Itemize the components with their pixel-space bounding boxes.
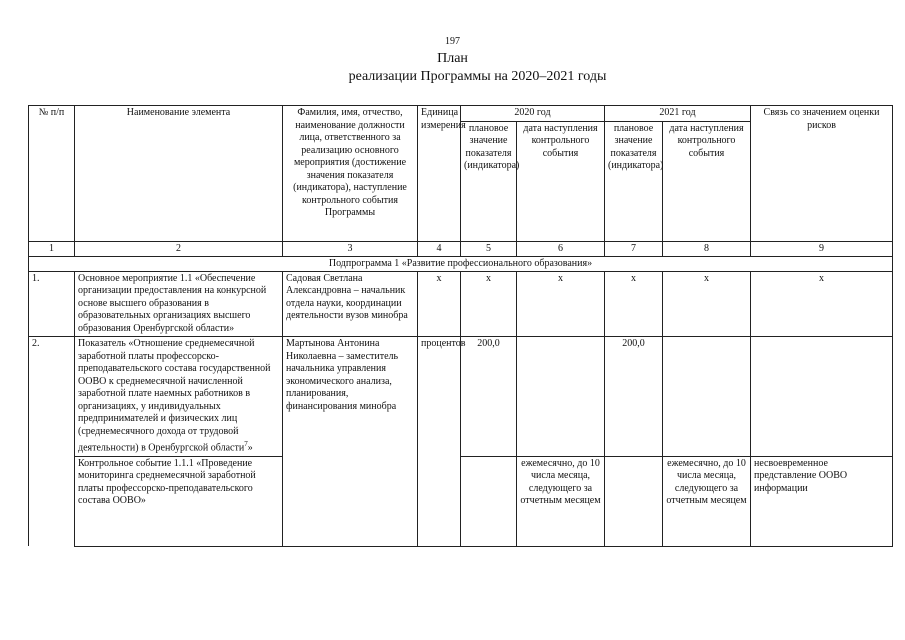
row-name — [75, 337, 283, 457]
footnote-ref: 7 — [244, 440, 248, 448]
row-planned-2020 — [461, 456, 517, 546]
header-responsible: Фамилия, имя, отчество, наименование должности лица, ответственного за реализацию основного мероприятия (достижение значения показателя (индикатора), наступление контрольного события Программы — [283, 106, 418, 242]
header-risk: Связь со значением оценки рисков — [751, 106, 893, 242]
row-event-date-2020: ежемесячно, до 10 числа месяца, следующего за отчетным месяцем — [517, 456, 605, 546]
page-number: 197 — [445, 36, 460, 47]
column-number: 9 — [751, 241, 893, 256]
row-num: 1. — [29, 271, 75, 337]
row-planned-2020: х — [461, 271, 517, 337]
row-planned-2020: 200,0 — [461, 337, 517, 457]
subprogram-title: Подпрограмма 1 «Развитие профессионального образования» — [29, 256, 893, 271]
column-number: 8 — [663, 241, 751, 256]
page-subtitle: реализации Программы на 2020–2021 годы — [348, 69, 607, 84]
header-name: Наименование элемента — [75, 106, 283, 242]
row-unit: процентов — [418, 337, 461, 547]
row-name: Основное мероприятие 1.1 «Обеспечение организации предоставления на конкурсной основе высшего образования в образовательных организациях высшего образования Оренбургской области» — [75, 271, 283, 337]
page-title: План — [437, 51, 468, 66]
header-event-date-2020: дата наступления контрольного события — [517, 121, 605, 241]
column-number: 5 — [461, 241, 517, 256]
row-risk: х — [751, 271, 893, 337]
header-row-1 — [29, 106, 893, 122]
column-number: 6 — [517, 241, 605, 256]
column-number: 2 — [75, 241, 283, 256]
row-planned-2021: х — [605, 271, 663, 337]
row-planned-2021 — [605, 456, 663, 546]
row-unit: х — [418, 271, 461, 337]
row-event-date-2021: ежемесячно, до 10 числа месяца, следующего за отчетным месяцем — [663, 456, 751, 546]
row-risk: несвоевременное представление ООВО информации — [751, 456, 893, 546]
row-num: 2. — [29, 337, 75, 547]
column-number: 1 — [29, 241, 75, 256]
header-year-2020: 2020 год — [461, 106, 605, 122]
row-responsible: Садовая Светлана Александровна – начальник отдела науки, координации деятельности вузов минобра — [283, 271, 418, 337]
row-name: Контрольное событие 1.1.1 «Проведение мониторинга среднемесячной заработной платы профессорско-преподавательского состава ООВО» — [75, 456, 283, 546]
column-number: 3 — [283, 241, 418, 256]
header-planned-2020: плановое значение показателя (индикатора) — [461, 121, 517, 241]
subprogram-row — [29, 256, 893, 271]
row-event-date-2020 — [517, 337, 605, 457]
header-planned-2021: плановое значение показателя (индикатора) — [605, 121, 663, 241]
column-number: 7 — [605, 241, 663, 256]
header-unit: Единица измерения — [418, 106, 461, 242]
column-number-row — [29, 241, 893, 256]
header-event-date-2021: дата наступления контрольного события — [663, 121, 751, 241]
row-event-date-2020: х — [517, 271, 605, 337]
table-row — [29, 337, 893, 457]
row-planned-2021: 200,0 — [605, 337, 663, 457]
row-risk — [751, 337, 893, 457]
plan-table — [28, 105, 893, 547]
table-row — [29, 271, 893, 337]
table-row — [29, 456, 893, 546]
row-event-date-2021: х — [663, 271, 751, 337]
header-year-2021: 2021 год — [605, 106, 751, 122]
header-num: № п/п — [29, 106, 75, 242]
row-event-date-2021 — [663, 337, 751, 457]
row-responsible: Мартынова Антонина Николаевна – заместитель начальника управления экономического анализа, планирования, финансирования минобра — [283, 337, 418, 547]
row-name-end: » — [247, 442, 253, 454]
column-number: 4 — [418, 241, 461, 256]
row-name-text: Показатель «Отношение среднемесячной заработной платы профессорско-преподавательского состава государственной ООВО к среднемесячной начисленной заработной плате наемных работников в организациях, у индивидуальных предпринимателей и физических лиц (среднемесячного дохода от трудовой деятельности) в Оренбургской области — [78, 338, 271, 454]
